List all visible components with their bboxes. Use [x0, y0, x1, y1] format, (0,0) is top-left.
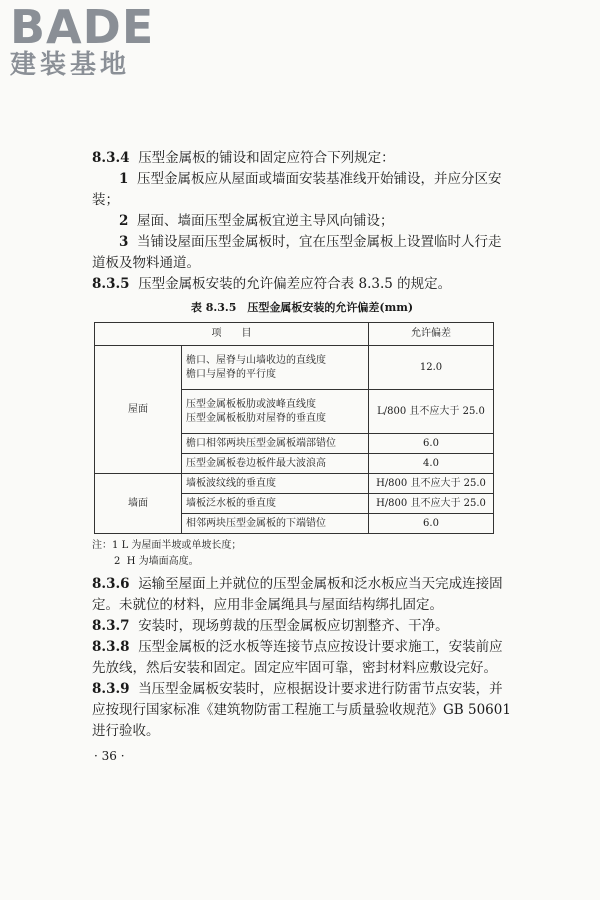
clause-text: 当压型金属板安装时，应根据设计要求进行防雷节点安装，并应按现行国家标准《建筑物防雷工程施工与质量验收规范》GB 50601 进行验收。: [92, 681, 511, 739]
list-item: [92, 232, 512, 274]
row-value: L/800 且不应大于 25.0: [369, 390, 494, 434]
row-value: H/800 且不应大于 25.0: [369, 494, 494, 514]
clause-8-3-8: [92, 637, 512, 679]
page-body: [92, 148, 512, 767]
category-wall: 墙面: [95, 474, 182, 534]
note-1: [92, 538, 512, 554]
logo: [10, 0, 180, 84]
row-item: 檐口、屋脊与山墙收边的直线度 檐口与屋脊的平行度: [182, 346, 369, 390]
note-prefix: 注：1: [92, 540, 119, 551]
note-2: [92, 554, 512, 570]
clause-8-3-4: [92, 148, 512, 169]
item-text: 压型金属板应从屋面或墙面安装基准线开始铺设，并应分区安装；: [92, 171, 502, 208]
table-row: [95, 474, 494, 494]
item-number: 2: [119, 213, 129, 229]
clause-number: 8.3.7: [92, 618, 130, 634]
row-item: 压型金属板卷边板件最大波浪高: [182, 454, 369, 474]
clause-8-3-7: [92, 616, 512, 637]
clause-text: 压型金属板的铺设和固定应符合下列规定：: [138, 150, 395, 166]
table-row: [95, 346, 494, 390]
item-number: 3: [119, 234, 129, 250]
clause-text: 安装时，现场剪裁的压型金属板应切割整齐、干净。: [138, 618, 449, 634]
header-item: 项 目: [95, 323, 369, 346]
row-value: 6.0: [369, 514, 494, 534]
clause-number: 8.3.5: [92, 276, 130, 292]
clause-number: 8.3.6: [92, 576, 130, 592]
clause-8-3-6: [92, 574, 512, 616]
row-value: 4.0: [369, 454, 494, 474]
list-item: [92, 211, 512, 232]
note-text: L 为屋面半坡或单坡长度；: [121, 540, 242, 551]
clause-8-3-5: [92, 274, 512, 295]
row-item: 压型金属板板肋或波峰直线度 压型金属板板肋对屋脊的垂直度: [182, 390, 369, 434]
item-number: 1: [119, 171, 129, 187]
clause-number: 8.3.8: [92, 639, 130, 655]
table-header-row: [95, 323, 494, 346]
clause-text: 运输至屋面上并就位的压型金属板和泛水板应当天完成连接固定。未就位的材料，应用非金属绳具与屋面结构绑扎固定。: [92, 576, 503, 613]
row-item: 檐口相邻两块压型金属板端部错位: [182, 434, 369, 454]
table-notes: [92, 538, 512, 570]
category-roof: 屋面: [95, 346, 182, 474]
table-caption: 表 8.3.5 压型金属板安装的允许偏差(mm): [190, 301, 414, 314]
tolerance-table: [94, 322, 494, 534]
row-value: 12.0: [369, 346, 494, 390]
clause-text: 压型金属板安装的允许偏差应符合表 8.3.5 的规定。: [138, 276, 452, 292]
clause-number: 8.3.9: [92, 681, 130, 697]
list-item: [92, 169, 512, 211]
row-item: 墙板波纹线的垂直度: [182, 474, 369, 494]
row-item: 墙板泛水板的垂直度: [182, 494, 369, 514]
row-value: 6.0: [369, 434, 494, 454]
item-text: 当铺设屋面压型金属板时，宜在压型金属板上设置临时人行走道板及物料通道。: [92, 234, 502, 271]
row-value: H/800 且不应大于 25.0: [369, 474, 494, 494]
clause-number: 8.3.4: [92, 150, 130, 166]
item-text: 屋面、墙面压型金属板宜逆主导风向铺设；: [137, 213, 394, 229]
note-number: 2: [114, 556, 121, 567]
logo-brand: BADE: [10, 0, 155, 54]
logo-subtitle: 建装基地: [10, 50, 131, 80]
page-number: · 36 ·: [94, 749, 125, 763]
clause-text: 压型金属板的泛水板等连接节点应按设计要求施工，安装前应先放线，然后安装和固定。固定应牢固可靠，密封材料应敷设完好。: [92, 639, 503, 676]
header-value: 允许偏差: [369, 323, 494, 346]
row-item: 相邻两块压型金属板的下端错位: [182, 514, 369, 534]
note-text: H 为墙面高度。: [126, 556, 199, 567]
clause-8-3-9: [92, 679, 512, 742]
